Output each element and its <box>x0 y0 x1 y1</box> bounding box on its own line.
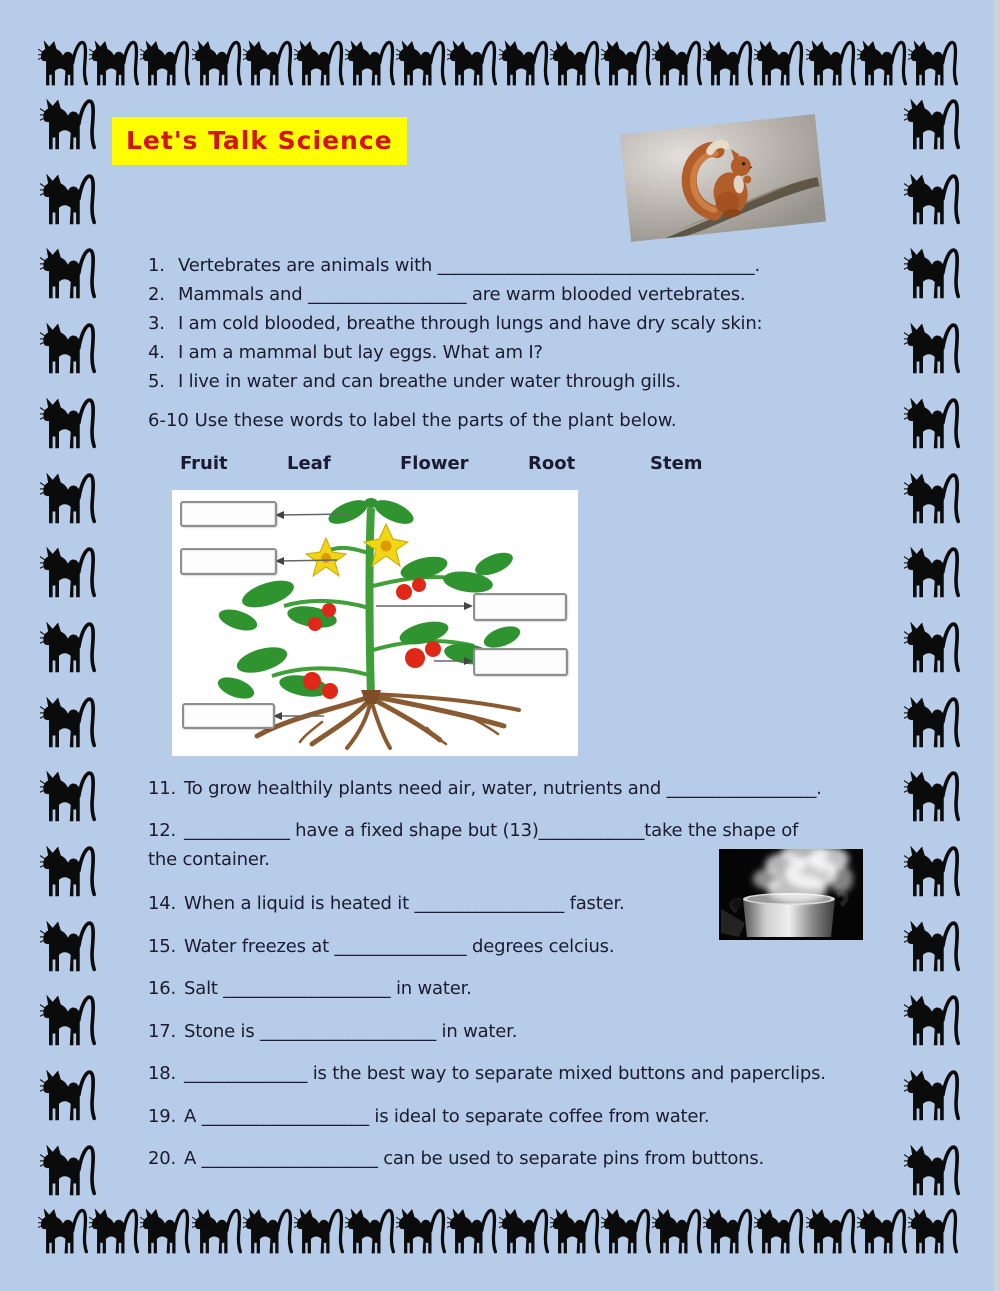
question-1: 1. Vertebrates are animals with ____________________________________. <box>148 255 760 276</box>
cat-border-right <box>902 92 962 1200</box>
black-cat-icon <box>89 34 139 90</box>
black-cat-icon <box>806 1202 856 1258</box>
black-cat-icon <box>550 34 600 90</box>
black-cat-icon <box>857 34 907 90</box>
question-16: 16. Salt ___________________ in water. <box>148 978 472 999</box>
black-cat-icon <box>908 1202 958 1258</box>
black-cat-icon <box>243 1202 293 1258</box>
black-cat-icon <box>904 914 960 976</box>
black-cat-icon <box>38 34 88 90</box>
black-cat-icon <box>40 690 96 752</box>
black-cat-icon <box>908 34 958 90</box>
question-19: 19. A ___________________ is ideal to separate coffee from water. <box>148 1106 710 1127</box>
cat-border-top <box>38 28 958 90</box>
black-cat-icon <box>192 1202 242 1258</box>
word-bank-fruit: Fruit <box>180 453 228 474</box>
question-12: 12. ____________ have a fixed shape but (13)____________take the shape of <box>148 820 799 841</box>
word-bank-stem: Stem <box>650 453 703 474</box>
black-cat-icon <box>904 839 960 901</box>
black-cat-icon <box>140 34 190 90</box>
black-cat-icon <box>703 1202 753 1258</box>
black-cat-icon <box>904 316 960 378</box>
plant-label-box-2[interactable] <box>180 548 277 575</box>
squirrel-photo <box>620 114 826 242</box>
black-cat-icon <box>904 764 960 826</box>
black-cat-icon <box>396 1202 446 1258</box>
black-cat-icon <box>40 764 96 826</box>
plant-instruction: 6-10 Use these words to label the parts of the plant below. <box>148 410 677 431</box>
black-cat-icon <box>40 316 96 378</box>
black-cat-icon <box>904 241 960 303</box>
black-cat-icon <box>40 615 96 677</box>
question-17: 17. Stone is ____________________ in water. <box>148 1021 518 1042</box>
black-cat-icon <box>38 1202 88 1258</box>
cat-border-left <box>38 92 98 1200</box>
black-cat-icon <box>904 690 960 752</box>
black-cat-icon <box>40 914 96 976</box>
black-cat-icon <box>140 1202 190 1258</box>
black-cat-icon <box>345 1202 395 1258</box>
black-cat-icon <box>904 167 960 229</box>
plant-label-box-1[interactable] <box>180 501 277 527</box>
black-cat-icon <box>904 615 960 677</box>
word-bank-leaf: Leaf <box>287 453 331 474</box>
black-cat-icon <box>703 34 753 90</box>
black-cat-icon <box>40 839 96 901</box>
cat-border-bottom <box>38 1196 958 1258</box>
black-cat-icon <box>754 1202 804 1258</box>
black-cat-icon <box>904 988 960 1050</box>
black-cat-icon <box>904 391 960 453</box>
plant-diagram <box>172 490 578 756</box>
black-cat-icon <box>447 1202 497 1258</box>
black-cat-icon <box>806 34 856 90</box>
black-cat-icon <box>294 34 344 90</box>
page-edge <box>994 0 1000 1291</box>
plant-label-box-5[interactable] <box>182 703 275 729</box>
black-cat-icon <box>447 34 497 90</box>
black-cat-icon <box>40 988 96 1050</box>
black-cat-icon <box>243 34 293 90</box>
black-cat-icon <box>396 34 446 90</box>
steaming-pot-photo <box>719 849 863 940</box>
black-cat-icon <box>499 1202 549 1258</box>
question-3: 3. I am cold blooded, breathe through lungs and have dry scaly skin: <box>148 313 763 334</box>
black-cat-icon <box>857 1202 907 1258</box>
plant-label-box-4[interactable] <box>473 648 568 676</box>
black-cat-icon <box>652 1202 702 1258</box>
black-cat-icon <box>904 466 960 528</box>
black-cat-icon <box>40 1063 96 1125</box>
question-12-line2: the container. <box>148 849 270 870</box>
black-cat-icon <box>40 466 96 528</box>
black-cat-icon <box>904 1063 960 1125</box>
black-cat-icon <box>652 34 702 90</box>
word-bank-flower: Flower <box>400 453 469 474</box>
black-cat-icon <box>601 34 651 90</box>
black-cat-icon <box>40 540 96 602</box>
black-cat-icon <box>40 167 96 229</box>
black-cat-icon <box>294 1202 344 1258</box>
question-4: 4. I am a mammal but lay eggs. What am I? <box>148 342 543 363</box>
word-bank-root: Root <box>528 453 576 474</box>
black-cat-icon <box>499 34 549 90</box>
black-cat-icon <box>904 92 960 154</box>
question-11: 11. To grow healthily plants need air, water, nutrients and _________________. <box>148 778 822 799</box>
black-cat-icon <box>40 1138 96 1200</box>
worksheet-title: Let's Talk Science <box>112 117 407 165</box>
question-20: 20. A ____________________ can be used to separate pins from buttons. <box>148 1148 765 1169</box>
question-14: 14. When a liquid is heated it _________________ faster. <box>148 893 625 914</box>
question-18: 18. ______________ is the best way to separate mixed buttons and paperclips. <box>148 1063 826 1084</box>
question-5: 5. I live in water and can breathe under water through gills. <box>148 371 681 392</box>
black-cat-icon <box>40 391 96 453</box>
black-cat-icon <box>89 1202 139 1258</box>
black-cat-icon <box>192 34 242 90</box>
black-cat-icon <box>904 1138 960 1200</box>
black-cat-icon <box>754 34 804 90</box>
question-15: 15. Water freezes at _______________ degrees celcius. <box>148 936 615 957</box>
black-cat-icon <box>345 34 395 90</box>
black-cat-icon <box>40 92 96 154</box>
plant-label-box-3[interactable] <box>473 593 567 621</box>
black-cat-icon <box>601 1202 651 1258</box>
black-cat-icon <box>40 241 96 303</box>
question-2: 2. Mammals and __________________ are warm blooded vertebrates. <box>148 284 746 305</box>
black-cat-icon <box>904 540 960 602</box>
black-cat-icon <box>550 1202 600 1258</box>
